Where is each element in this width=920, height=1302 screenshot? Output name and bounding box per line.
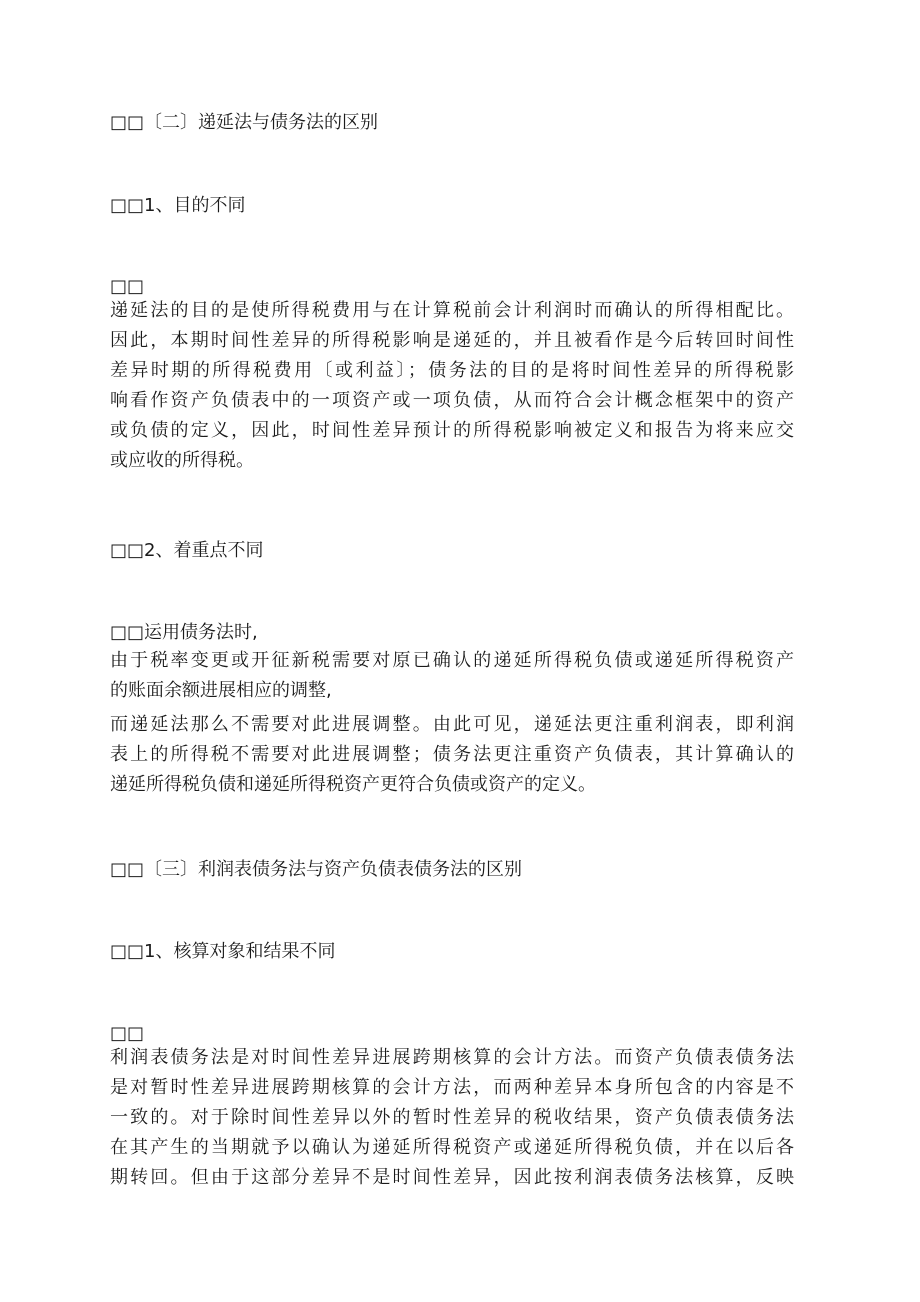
paragraph-line: 在其产生的当期就予以确认为递延所得税资产或递延所得税负债，并在以后各 (110, 1137, 794, 1158)
paragraph-marker: □□ (110, 1023, 145, 1044)
paragraph-line: 响看作资产负债表中的一项资产或一项负债，从而符合会计概念框架中的资产 (110, 390, 794, 411)
subheading-emphasis: □□2、着重点不同 (110, 540, 264, 561)
paragraph-marker: □□ (110, 276, 145, 297)
paragraph-line: 因此，本期时间性差异的所得税影响是递延的，并且被看作是今后转回时间性 (110, 330, 794, 351)
paragraph-line: 一致的。对于除时间性差异以外的暂时性差异的税收结果，资产负债表债务法 (110, 1107, 794, 1128)
subheading-objects: □□1、核算对象和结果不同 (110, 941, 336, 962)
paragraph-emphasis-a (110, 646, 794, 706)
paragraph-line: 而递延法那么不需要对此进展调整。由此可见，递延法更注重利润表，即利润 (110, 714, 794, 735)
paragraph-line: 或负债的定义，因此，时间性差异预计的所得税影响被定义和报告为将来应交 (110, 420, 794, 441)
paragraph-line: 期转回。但由于这部分差异不是时间性差异，因此按利润表债务法核算，反映 (110, 1167, 794, 1188)
subheading-purpose: □□1、目的不同 (110, 195, 246, 216)
paragraph-line: 是对暂时性差异进展跨期核算的会计方法，而两种差异本身所包含的内容是不 (110, 1077, 794, 1098)
paragraph-line: 差异时期的所得税费用〔或利益〕；债务法的目的是将时间性差异的所得税影 (110, 360, 794, 381)
paragraph-line: 或应收的所得税。 (110, 450, 254, 471)
paragraph-line: 利润表债务法是对时间性差异进展跨期核算的会计方法。而资产负债表债务法 (110, 1047, 794, 1068)
section-heading-2: □□〔二〕递延法与债务法的区别 (110, 112, 379, 133)
paragraph-line: 递延法的目的是使所得税费用与在计算税前会计利润时而确认的所得相配比。 (110, 300, 794, 321)
paragraph-emphasis-b (110, 710, 794, 800)
paragraph-objects (110, 1043, 794, 1193)
paragraph-intro: □□运用债务法时, (110, 622, 258, 643)
paragraph-line: 表上的所得税不需要对此进展调整；债务法更注重资产负债表，其计算确认的 (110, 744, 794, 765)
paragraph-line: 由于税率变更或开征新税需要对原已确认的递延所得税负债或递延所得税资产 (110, 650, 794, 671)
section-heading-3: □□〔三〕利润表债务法与资产负债表债务法的区别 (110, 859, 523, 880)
paragraph-line: 递延所得税负债和递延所得税资产更符合负债或资产的定义。 (110, 774, 596, 795)
paragraph-purpose (110, 296, 794, 476)
paragraph-line: 的账面余额进展相应的调整, (110, 680, 332, 701)
